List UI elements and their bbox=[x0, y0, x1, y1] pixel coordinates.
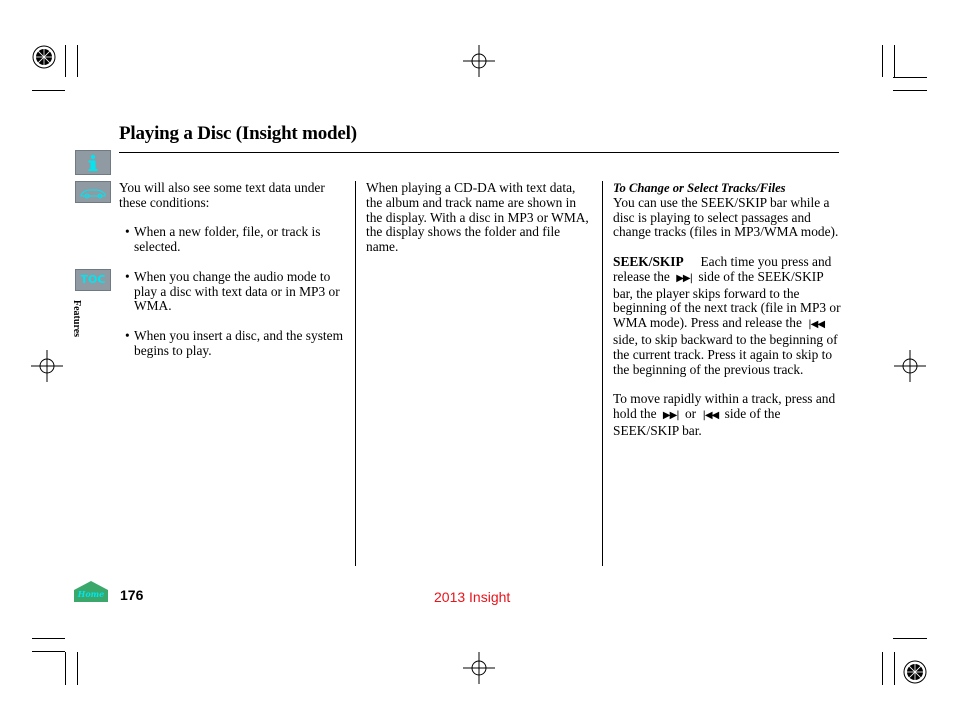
registration-mark-icon bbox=[894, 350, 926, 382]
crop-mark bbox=[882, 652, 883, 685]
seek-skip-label: SEEK/SKIP bbox=[613, 253, 684, 269]
starburst-mark-icon bbox=[902, 659, 928, 685]
crop-mark bbox=[77, 45, 78, 77]
crop-mark bbox=[77, 652, 78, 685]
skip-back-icon: |◀◀ bbox=[808, 319, 825, 331]
crop-mark bbox=[894, 45, 895, 77]
crop-mark bbox=[894, 652, 895, 685]
toc-label: TOC bbox=[80, 273, 106, 286]
crop-mark bbox=[32, 651, 65, 652]
cd-da-paragraph: When playing a CD-DA with text data, the album and track name are shown in the display. With a disc in MP3 or WMA, the display shows the folder and file name. bbox=[366, 180, 589, 255]
column-2 bbox=[366, 181, 594, 270]
skip-forward-icon: ▶▶| bbox=[676, 272, 692, 284]
crop-mark bbox=[32, 90, 65, 91]
column-3 bbox=[613, 181, 841, 453]
registration-mark-icon bbox=[463, 652, 495, 684]
column-divider bbox=[602, 181, 603, 566]
crop-mark bbox=[893, 77, 927, 78]
crop-mark bbox=[65, 45, 66, 77]
title-rule bbox=[119, 152, 839, 153]
rapid-seek-paragraph: To move rapidly within a track, press and hold the ▶▶| or |◀◀ side of the SEEK/SKIP bar. bbox=[613, 391, 836, 438]
seek-skip-paragraph: SEEK/SKIP Each time you press and release the ▶▶| side of the SEEK/SKIP bar, the player skips forward to the beginning of the next track (file in MP3 or WMA mode). Press and release the |◀◀ side, to skip backward to the beginning of the current track. Press it again to skip to the beginning of the previous track. bbox=[613, 253, 841, 377]
skip-forward-icon: ▶▶| bbox=[662, 409, 679, 421]
list-item: • When you change the audio mode to play a disc with text data or in MP3 or WMA. bbox=[125, 268, 340, 314]
vehicle-tab[interactable] bbox=[75, 181, 111, 203]
car-icon bbox=[76, 182, 110, 202]
list-item: • When you insert a disc, and the system begins to play. bbox=[125, 327, 343, 358]
crop-mark bbox=[65, 652, 66, 685]
seek-intro-paragraph: You can use the SEEK/SKIP bar while a disc is playing to select passages and change tracks (files in MP3/WMA mode). bbox=[613, 194, 839, 240]
home-button[interactable] bbox=[73, 580, 109, 603]
crop-mark bbox=[893, 638, 927, 639]
list-item: • When a new folder, file, or track is selected. bbox=[125, 224, 321, 255]
crop-mark bbox=[882, 45, 883, 77]
intro-text: You will also see some text data under these conditions: bbox=[119, 180, 325, 210]
starburst-mark-icon bbox=[31, 44, 57, 70]
crop-mark bbox=[32, 638, 65, 639]
crop-mark bbox=[893, 90, 927, 91]
registration-mark-icon bbox=[463, 45, 495, 77]
skip-back-icon: |◀◀ bbox=[702, 409, 719, 421]
toc-button[interactable] bbox=[75, 269, 111, 291]
column-divider bbox=[355, 181, 356, 566]
section-subheading: To Change or Select Tracks/Files bbox=[613, 181, 786, 195]
home-label: Home bbox=[77, 589, 105, 599]
column-1 bbox=[119, 181, 349, 373]
page-title: Playing a Disc (Insight model) bbox=[119, 123, 357, 144]
registration-mark-icon bbox=[31, 350, 63, 382]
side-section-tab: Features bbox=[71, 300, 82, 338]
page-number: 176 bbox=[120, 587, 144, 603]
info-tab[interactable] bbox=[75, 150, 111, 175]
info-icon bbox=[76, 151, 110, 174]
footer-model: 2013 Insight bbox=[434, 589, 511, 605]
